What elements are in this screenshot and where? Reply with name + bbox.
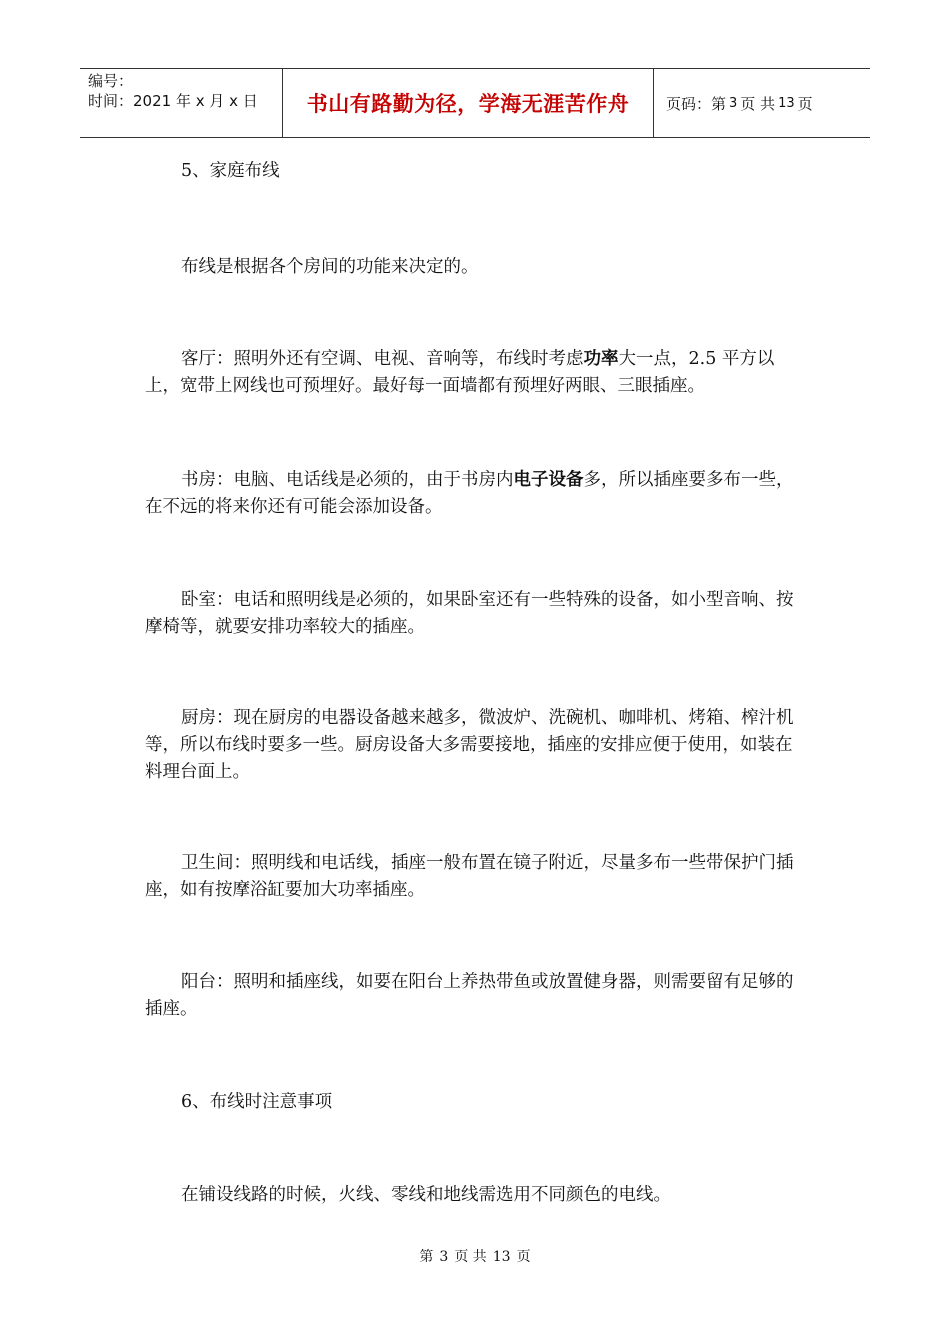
section-heading: 5、家庭布线	[181, 161, 280, 181]
paragraph-text: 多，所以插座要多布一些，在不远的将来你还有可能会添加设备。	[145, 470, 794, 517]
header-page-prefix: 页码：第	[666, 94, 727, 113]
section-heading: 6、布线时注意事项	[181, 1092, 333, 1112]
header-meta	[80, 69, 282, 137]
header-motto: 书山有路勤为径，学海无涯苦作舟	[306, 92, 630, 116]
paragraph-balcony: 阳台：照明和插座线，如要在阳台上养热带鱼或放置健身器，则需要留有足够的插座。	[145, 972, 794, 1019]
paragraph-text: 书房：电脑、电话线是必须的，由于书房内	[181, 470, 514, 490]
paragraph-living-room	[145, 346, 800, 400]
paragraph-text: 大一点，2.5 平方以上，宽带上网线也可预埋好。最好每一面墙都有预埋好两眼、三眼插座。	[145, 349, 775, 396]
paragraph-text: 客厅：照明外还有空调、电视、音响等，布线时考虑	[181, 349, 584, 369]
document-number-label: 编号：	[88, 72, 134, 90]
header-page-info	[654, 69, 870, 137]
footer-suffix: 页	[516, 1249, 531, 1265]
page-footer	[0, 1246, 950, 1266]
bold-term: 电子设备	[513, 470, 584, 490]
footer-page-current: 3	[439, 1249, 449, 1265]
paragraph-study	[145, 467, 800, 521]
header-motto-cell	[282, 69, 654, 137]
header-page-total: 13	[778, 95, 795, 111]
paragraph-intro: 布线是根据各个房间的功能来决定的。	[181, 257, 479, 277]
paragraph-kitchen: 厨房：现在厨房的电器设备越来越多，微波炉、洗碗机、咖啡机、烤箱、榨汁机等，所以布线时要多一些。厨房设备大多需要接地，插座的安排应便于使用，如装在料理台面上。	[145, 708, 794, 782]
page-header	[80, 68, 870, 138]
header-page-current: 3	[729, 95, 738, 111]
header-page-mid: 页 共	[740, 94, 776, 113]
footer-prefix: 第	[419, 1249, 434, 1265]
paragraph-wiring: 在铺设线路的时候，火线、零线和地线需选用不同颜色的电线。	[181, 1185, 671, 1205]
footer-page-total: 13	[492, 1249, 511, 1265]
bold-term: 功率	[583, 349, 619, 369]
paragraph-bedroom: 卧室：电话和照明线是必须的，如果卧室还有一些特殊的设备，如小型音响、按摩椅等，就要安排功率较大的插座。	[145, 590, 794, 637]
paragraph-bathroom: 卫生间：照明线和电话线，插座一般布置在镜子附近，尽量多布一些带保护门插座，如有按摩浴缸要加大功率插座。	[145, 853, 794, 900]
footer-mid: 页 共	[454, 1249, 487, 1265]
header-page-suffix: 页	[797, 94, 813, 113]
document-date: 时间：2021 年 x 月 x 日	[88, 92, 258, 110]
